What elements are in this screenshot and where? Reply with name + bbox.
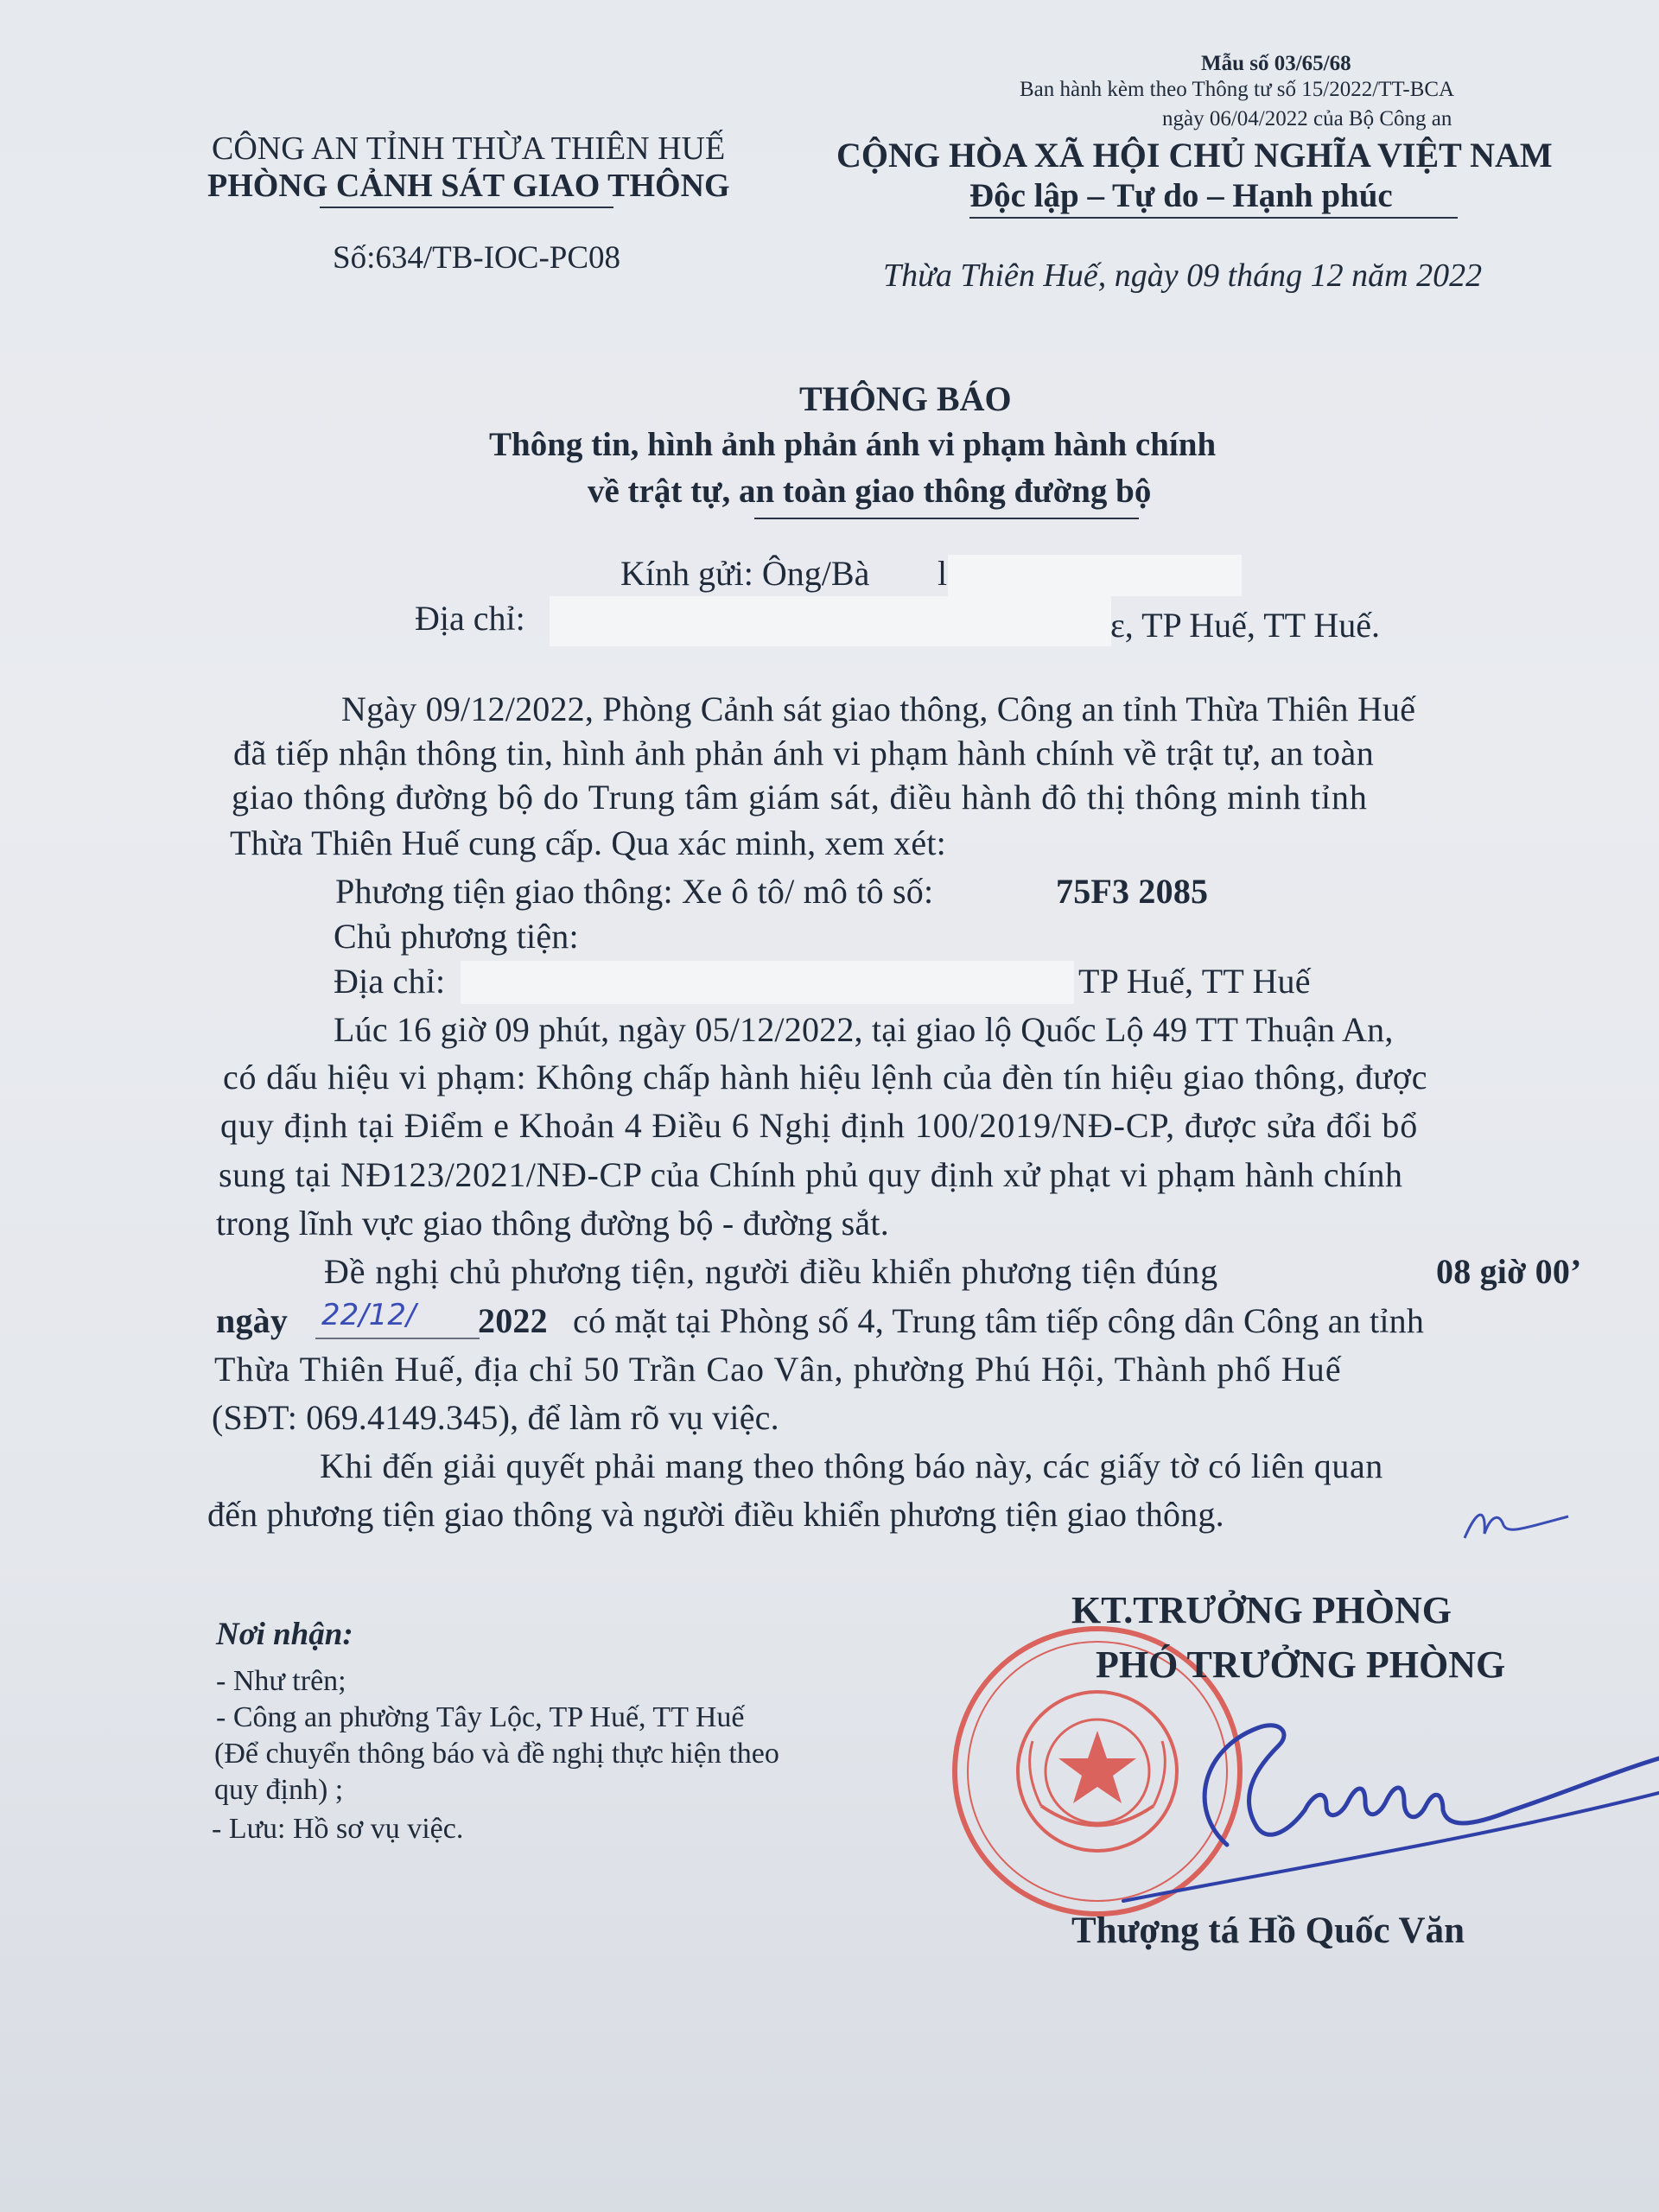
- body-line: Khi đến giải quyết phải mang theo thông báo này, các giấy tờ có liên quan: [320, 1446, 1383, 1485]
- vehicle-plate: 75F3 2085: [1056, 872, 1209, 911]
- body-line: có dấu hiệu vi phạm: Không chấp hành hiệu lệnh của đèn tín hiệu giao thông, được: [223, 1058, 1428, 1096]
- body-line: giao thông đường bộ do Trung tâm giám sát, điều hành đô thị thông minh tỉnh: [232, 778, 1368, 817]
- signer-role-2: PHÓ TRƯỞNG PHÒNG: [1096, 1643, 1506, 1686]
- body-line: Thừa Thiên Huế cung cấp. Qua xác minh, xem xét:: [230, 823, 946, 862]
- agency-name: PHÒNG CẢNH SÁT GIAO THÔNG: [207, 168, 730, 204]
- form-code: Mẫu số 03/65/68: [1201, 52, 1351, 75]
- handwritten-date: 22/12/: [321, 1298, 416, 1332]
- address-label: Địa chỉ:: [415, 599, 525, 638]
- body-line: sung tại NĐ123/2021/NĐ-CP của Chính phủ quy định xử phạt vi phạm hành chính: [219, 1155, 1403, 1194]
- body-line: trong lĩnh vực giao thông đường bộ - đường sắt.: [216, 1204, 889, 1243]
- owner-label: Chủ phương tiện:: [334, 917, 579, 956]
- owner-address-label: Địa chỉ:: [334, 962, 446, 1001]
- body-line: có mặt tại Phòng số 4, Trung tâm tiếp công dân Công an tỉnh: [573, 1301, 1425, 1340]
- handwritten-signature-icon: [1106, 1698, 1659, 1914]
- motto-underline: [969, 217, 1458, 219]
- date-blank-underline: [315, 1338, 480, 1339]
- body-line: (SĐT: 069.4149.345), để làm rõ vụ việc.: [212, 1398, 779, 1437]
- body-line: đến phương tiện giao thông và người điều khiển phương tiện giao thông.: [207, 1495, 1224, 1534]
- vehicle-label: Phương tiện giao thông: Xe ô tô/ mô tô số:: [335, 872, 934, 911]
- address-tail: ɛ, TP Huế, TT Huế.: [1110, 606, 1380, 645]
- body-line: Lúc 16 giờ 09 phút, ngày 05/12/2022, tại giao lộ Quốc Lộ 49 TT Thuận An,: [334, 1010, 1394, 1049]
- signer-role-1: KT.TRƯỞNG PHÒNG: [1071, 1589, 1452, 1631]
- body-line: quy định tại Điểm e Khoản 4 Điều 6 Nghị định 100/2019/NĐ-CP, được sửa đổi bổ: [220, 1106, 1419, 1145]
- recipients-item: (Để chuyển thông báo và đề nghị thực hiện theo: [214, 1738, 779, 1770]
- form-issued-date: ngày 06/04/2022 của Bộ Công an: [1162, 107, 1452, 130]
- body-line: đã tiếp nhận thông tin, hình ảnh phản ánh vi phạm hành chính về trật tự, an toàn: [233, 734, 1375, 772]
- notice-subtitle-1: Thông tin, hình ảnh phản ánh vi phạm hành chính: [489, 426, 1217, 463]
- appointment-ngay: ngày: [216, 1301, 289, 1340]
- redacted-owner-address: [461, 961, 1074, 1004]
- notice-title: THÔNG BÁO: [799, 379, 1012, 418]
- redacted-recipient-address: [550, 596, 1111, 646]
- notice-subtitle-2: về trật tự, an toàn giao thông đường bộ: [588, 473, 1152, 510]
- place-date: Thừa Thiên Huế, ngày 09 tháng 12 năm 2022: [883, 257, 1483, 294]
- agency-parent: CÔNG AN TỈNH THỪA THIÊN HUẾ: [212, 130, 726, 167]
- form-issued-with: Ban hành kèm theo Thông tư số 15/2022/TT-BCA: [1020, 78, 1455, 101]
- national-motto: Độc lập – Tự do – Hạnh phúc: [969, 177, 1393, 214]
- recipients-item: - Công an phường Tây Lộc, TP Huế, TT Huế: [216, 1701, 745, 1733]
- document-number: Số:634/TB-IOC-PC08: [333, 240, 621, 276]
- body-line: Đề nghị chủ phương tiện, người điều khiển phương tiện đúng: [324, 1252, 1219, 1291]
- initials-mark: [1460, 1499, 1573, 1551]
- recipients-item: - Lưu: Hồ sơ vụ việc.: [212, 1813, 464, 1845]
- title-underline: [754, 518, 1139, 519]
- country-name: CỘNG HÒA XÃ HỘI CHỦ NGHĨA VIỆT NAM: [836, 136, 1553, 175]
- agency-underline: [320, 207, 613, 208]
- appointment-time: 08 giờ 00’: [1436, 1252, 1582, 1291]
- recipients-item: - Như trên;: [216, 1665, 346, 1697]
- salutation-tail: l: [938, 554, 948, 593]
- recipients-heading: Nơi nhận:: [216, 1617, 353, 1652]
- salutation: Kính gửi: Ông/Bà: [620, 554, 870, 593]
- body-line: Thừa Thiên Huế, địa chỉ 50 Trần Cao Vân, phường Phú Hội, Thành phố Huế: [214, 1350, 1342, 1389]
- owner-address-tail: TP Huế, TT Huế: [1078, 962, 1311, 1001]
- appointment-year: 2022: [478, 1301, 548, 1340]
- redacted-recipient-name: [948, 555, 1242, 596]
- signer-name: Thượng tá Hồ Quốc Văn: [1071, 1910, 1465, 1951]
- recipients-item: quy định) ;: [214, 1774, 344, 1806]
- body-line: Ngày 09/12/2022, Phòng Cảnh sát giao thông, Công an tỉnh Thừa Thiên Huế: [341, 690, 1416, 728]
